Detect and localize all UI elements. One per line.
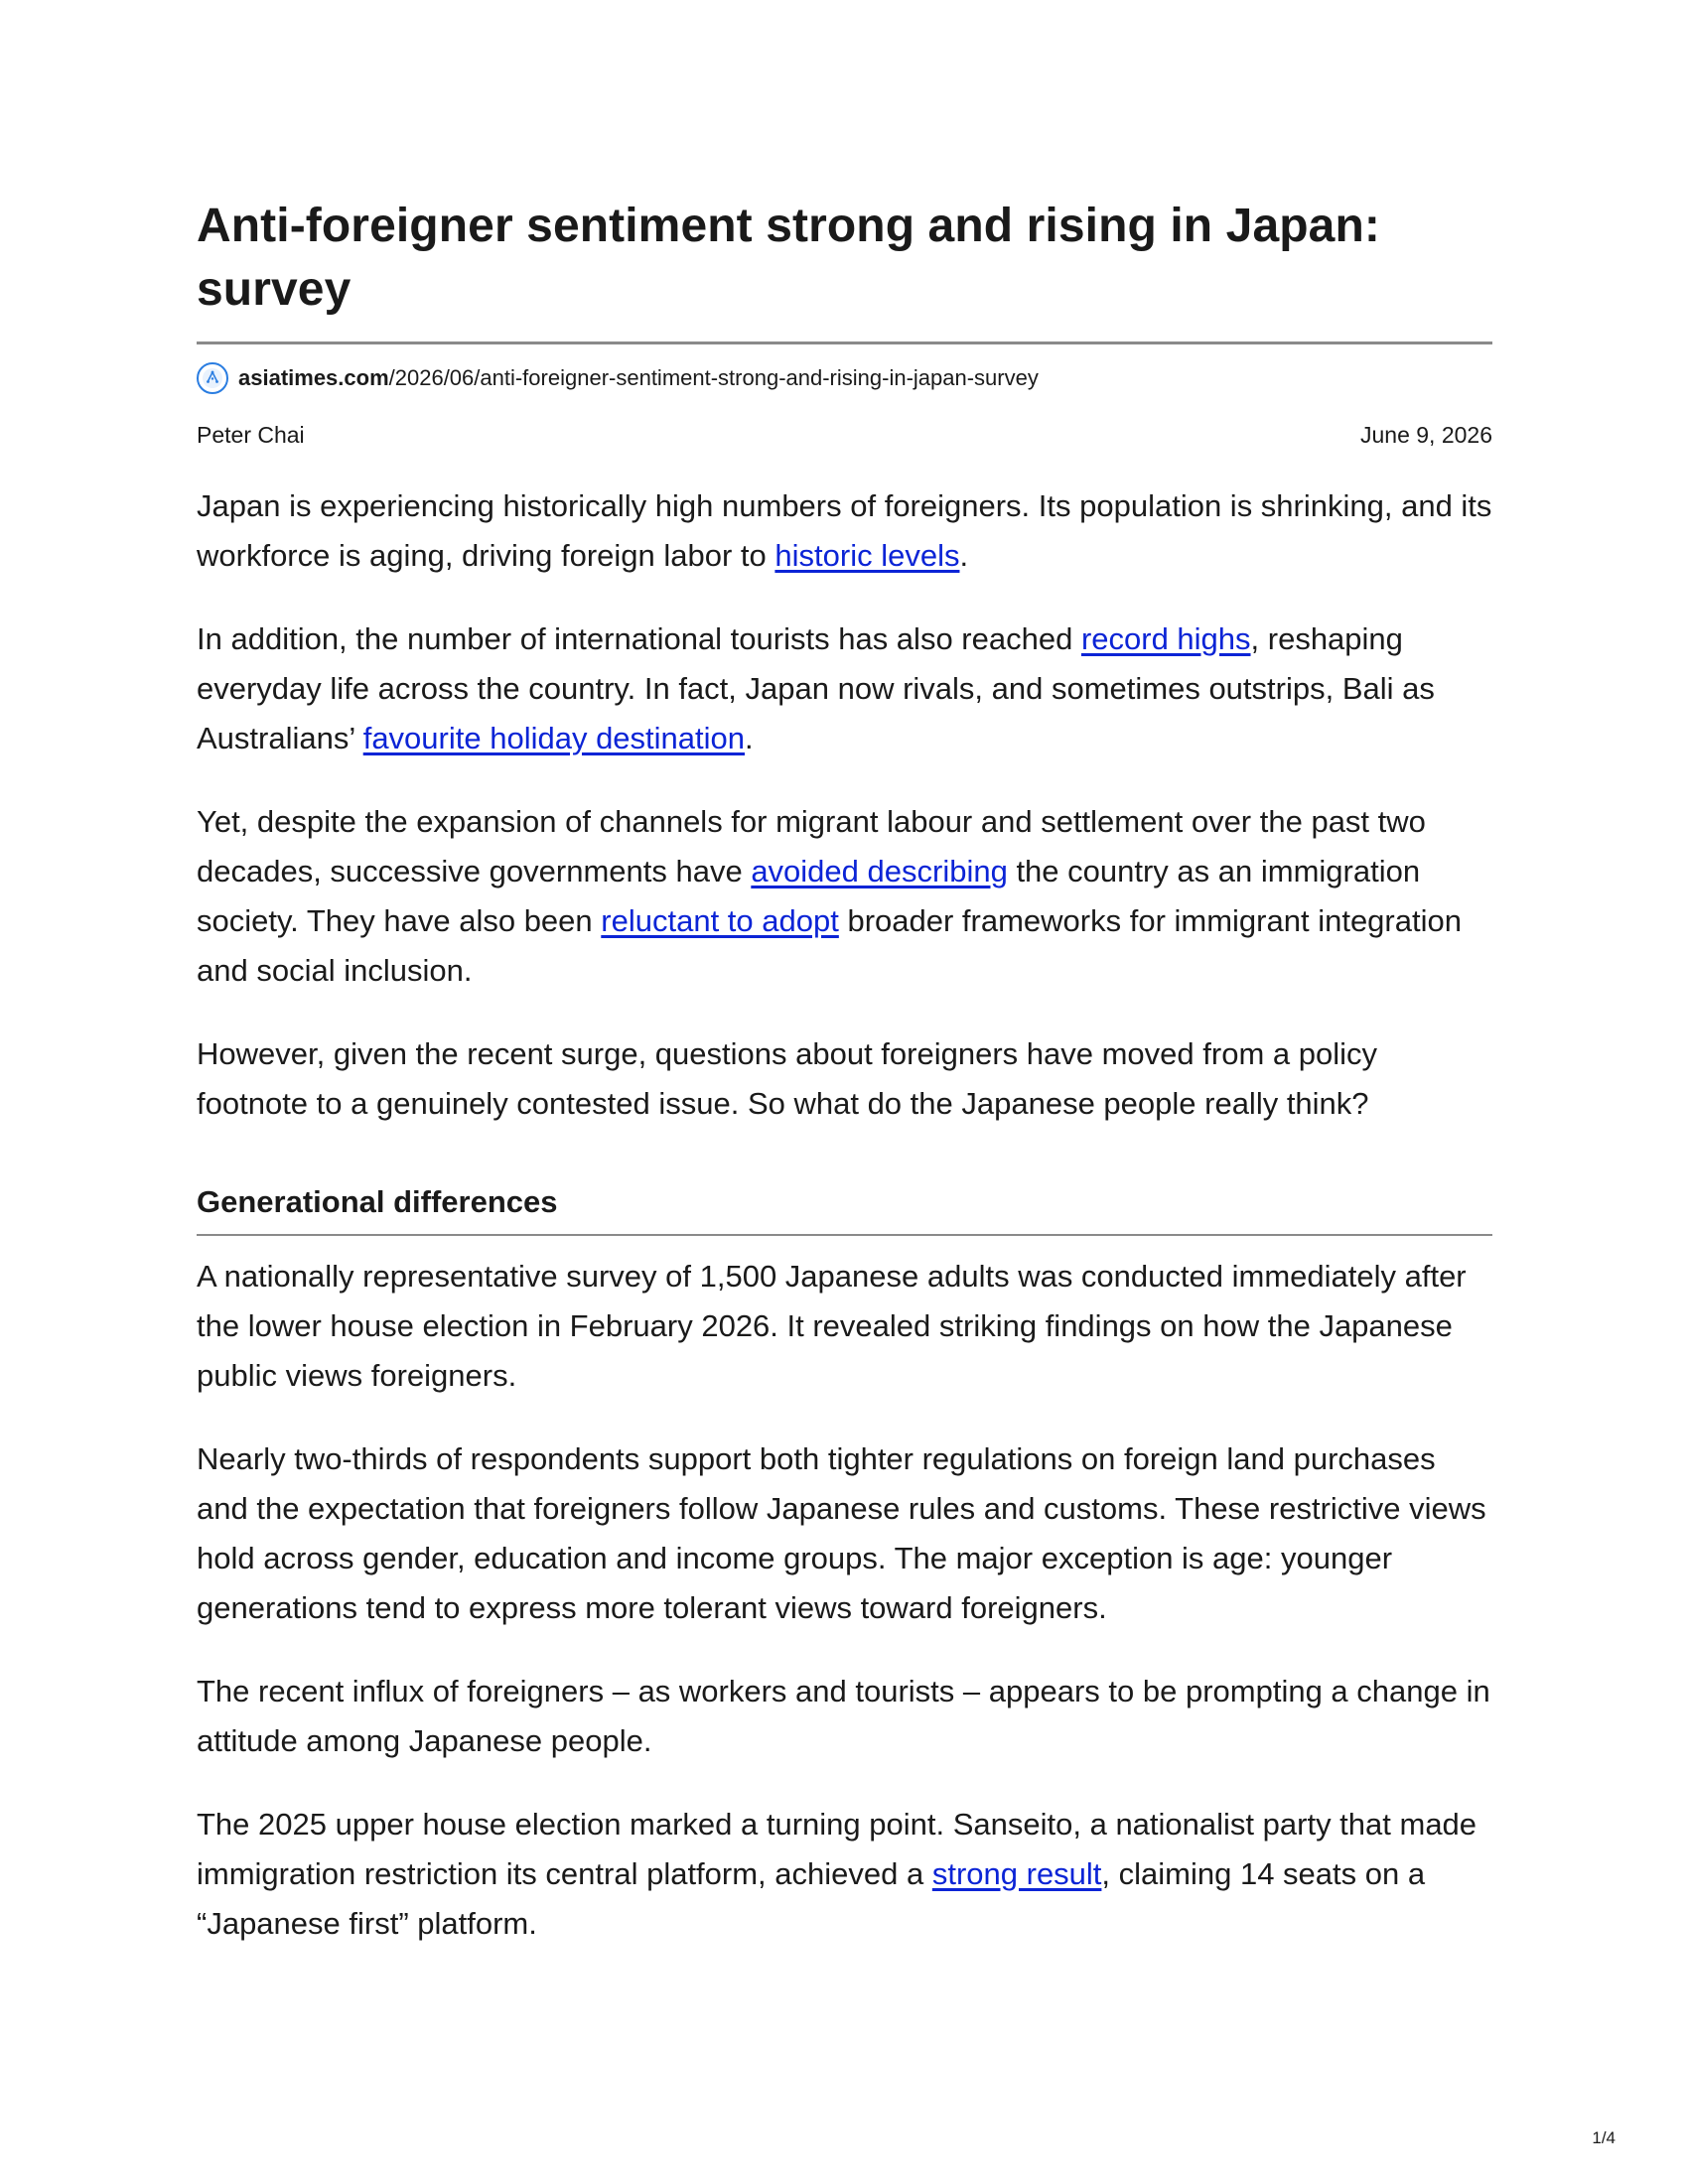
link-strong-result[interactable]: strong result <box>931 1856 1102 1891</box>
paragraph-text: broader frameworks for immigrant integration and social inclusion. <box>197 903 1462 988</box>
paragraph <box>197 1800 1492 1949</box>
paragraph: Nearly two-thirds of respondents support both tighter regulations on foreign land purchases and the expectation that foreigners follow Japanese rules and customs. These restrictive views hold across gender, education and income groups. The major exception is age: younger generations tend to express more tolerant views toward foreigners. <box>197 1441 1486 1625</box>
article-title: Anti-foreigner sentiment strong and rising in Japan: survey <box>197 200 1380 316</box>
article-body <box>197 481 1492 1949</box>
paragraph-text: The 2025 upper house election marked a turning point. Sanseito, a nationalist party that made immigration restriction its central platform, achieved a <box>197 1807 1477 1891</box>
paragraph-text: In addition, the number of international tourists has also reached <box>197 621 1081 656</box>
link-avoided-describing[interactable]: avoided describing <box>751 854 1008 888</box>
paragraph-text: Japan is experiencing historically high numbers of foreigners. Its population is shrinking, and its workforce is aging, driving foreign labor to <box>197 488 1492 573</box>
link-reluctant-to-adopt[interactable]: reluctant to adopt <box>601 903 839 938</box>
paragraph-text: . <box>745 721 754 755</box>
source-url[interactable] <box>197 362 1492 394</box>
section-divider <box>197 1234 1492 1236</box>
link-favourite-holiday-destination[interactable]: favourite holiday destination <box>362 721 746 755</box>
paragraph <box>197 481 1492 581</box>
paragraph-text: Yet, despite the expansion of channels for migrant labour and settlement over the past two decades, successive governments have <box>197 804 1426 888</box>
link-record-highs[interactable]: record highs <box>1080 621 1251 656</box>
section-heading: Generational differences <box>197 1184 558 1219</box>
title-divider <box>197 341 1492 344</box>
paragraph-text: . <box>959 538 969 573</box>
source-domain[interactable]: asiatimes.com <box>238 365 389 390</box>
paragraph-text: , claiming 14 seats on a “Japanese first” platform. <box>197 1856 1426 1941</box>
paragraph: However, given the recent surge, questions about foreigners have moved from a policy footnote to a genuinely contested issue. So what do the Japanese people really think? <box>197 1036 1377 1121</box>
paragraph: The recent influx of foreigners – as workers and tourists – appears to be prompting a change in attitude among Japanese people. <box>197 1674 1490 1758</box>
author-name: Peter Chai <box>197 422 305 448</box>
paragraph-text: , reshaping everyday life across the country. In fact, Japan now rivals, and sometimes outstrips, Bali as Australians’ <box>197 621 1435 755</box>
page-number: 1/4 <box>1592 2128 1616 2147</box>
byline <box>197 418 1492 452</box>
paragraph <box>197 797 1492 996</box>
paragraph: A nationally representative survey of 1,500 Japanese adults was conducted immediately after the lower house election in February 2026. It revealed striking findings on how the Japanese public views foreigners. <box>197 1259 1467 1393</box>
article <box>197 195 1492 1949</box>
link-historic-levels[interactable]: historic levels <box>774 538 960 573</box>
source-path[interactable]: /2026/06/anti-foreigner-sentiment-strong-and-rising-in-japan-survey <box>388 365 1039 390</box>
paragraph <box>197 614 1492 763</box>
asiatimes-logo-icon <box>197 362 228 394</box>
publish-date: June 9, 2026 <box>1359 422 1492 448</box>
paragraph-text: the country as an immigration society. They have also been <box>197 854 1421 938</box>
